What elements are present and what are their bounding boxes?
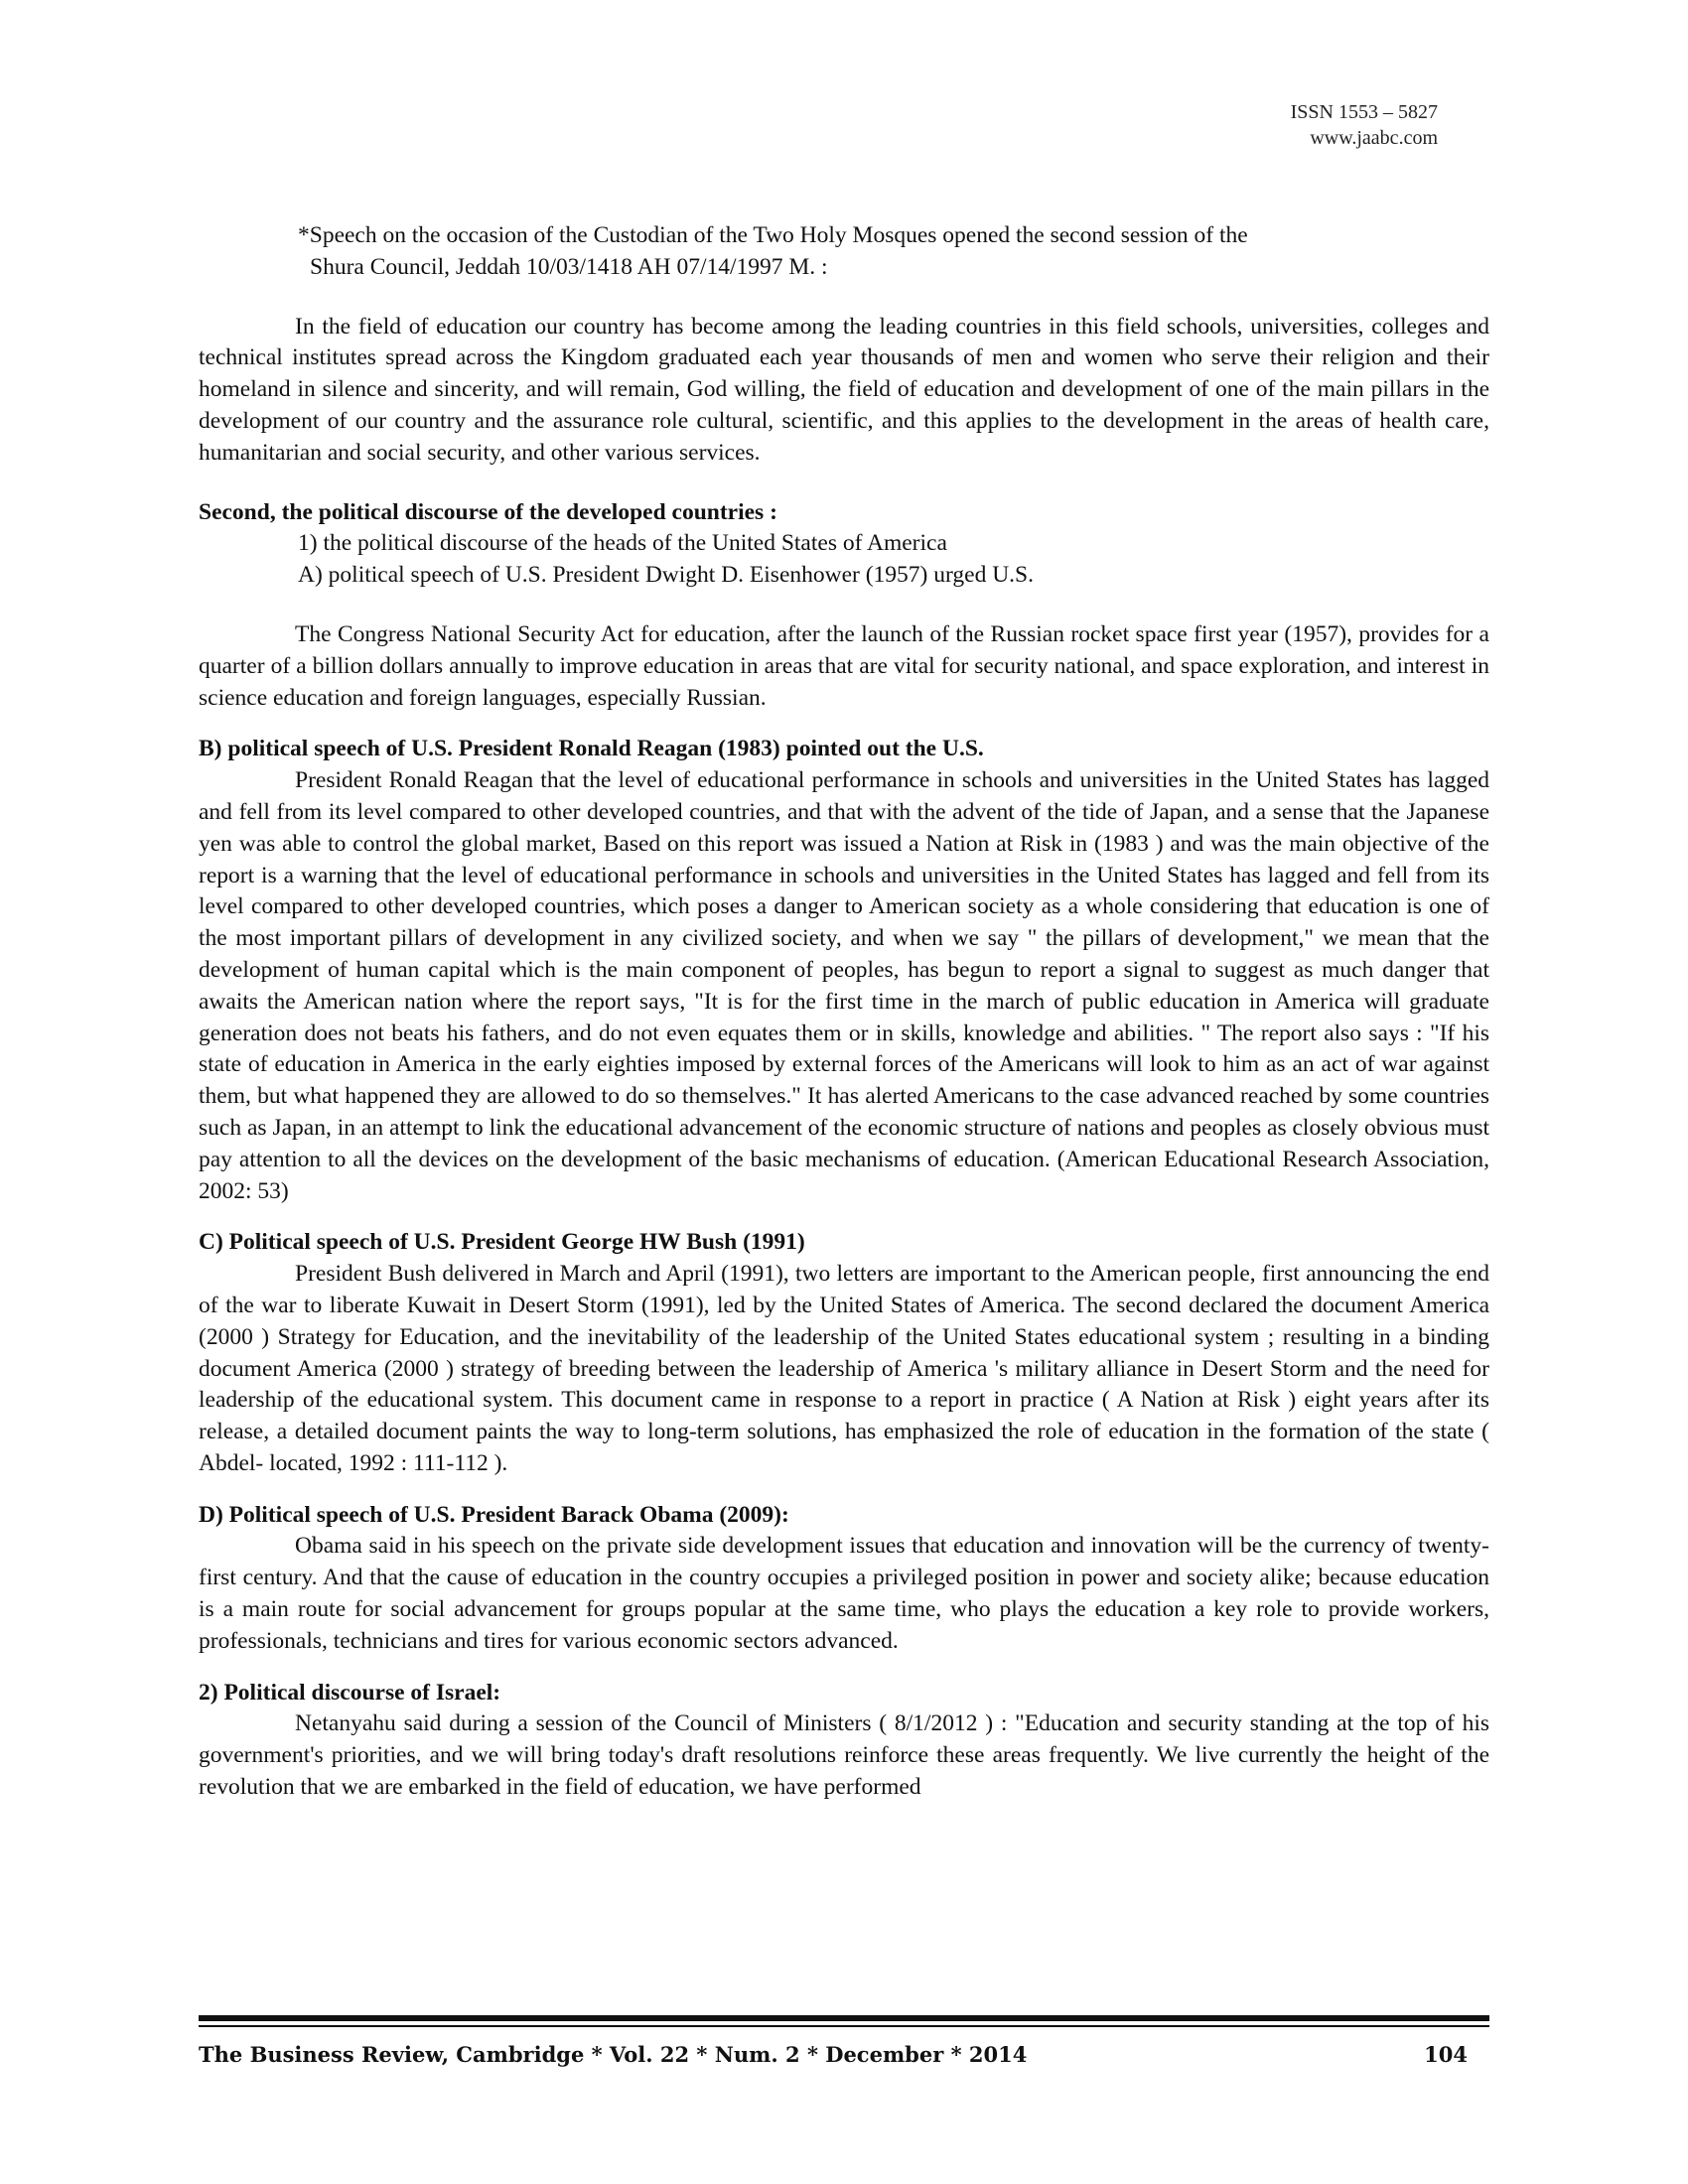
reagan-paragraph: President Ronald Reagan that the level of educational performance in schools and universities in the United States has lagged and fell from its level compared to other developed countries, and that with the advent of the tide of Japan, and a sense that the Japanese yen was able to control the global market, Based on this report was issued a Nation at Risk in (1983 ) and was the main objective of the report is a warning that the level of educational performance in schools and universities in the United States has lagged and fell from its level compared to other developed countries, which poses a danger to American society as a whole considering that education is one of the most important pillars of development in any civilized society, and when we say " the pillars of development," we mean that the development of human capital which is the main component of peoples, has begun to report a signal to suggest as much danger that awaits the American nation where the report says, "It is for the first time in the march of public education in America will graduate generation does not beats his fathers, and do not even equates them or in skills, knowledge and abilities. " The report also says : "If his state of education in America in the early eighties imposed by external forces of the Americans will look to him as an act of war against them, but what happened they are allowed to do so themselves." It has alerted Americans to the case advanced reached by some countries such as Japan, in an attempt to link the educational advancement of the economic structure of nations and peoples as closely obvious must pay attention to all the devices on the development of the basic mechanisms of education. (American Educational Research Association, 2002: 53) bbox=[199, 767, 1489, 1204]
speech-note-line1: *Speech on the occasion of the Custodian of the Two Holy Mosques opened the second session of the bbox=[298, 222, 1248, 248]
footer-divider-thick bbox=[199, 2015, 1489, 2021]
section-b-heading: B) political speech of U.S. President Ronald Reagan (1983) pointed out the U.S. bbox=[199, 736, 984, 762]
section-c-heading: C) Political speech of U.S. President George HW Bush (1991) bbox=[199, 1229, 805, 1256]
website-label: www.jaabc.com bbox=[1310, 127, 1438, 149]
body-text bbox=[199, 220, 1489, 1804]
section-israel-heading: 2) Political discourse of Israel: bbox=[199, 1679, 501, 1706]
section-d-heading: D) Political speech of U.S. President Barack Obama (2009): bbox=[199, 1501, 789, 1528]
footer-divider-thin bbox=[199, 2025, 1489, 2027]
bush-paragraph: President Bush delivered in March and April (1991), two letters are important to the American people, first announcing the end of the war to liberate Kuwait in Desert Storm (1991), led by the United States of America. The second declared the document America (2000 ) Strategy for Education, and the inevitability of the leadership of the United States educational system ; resulting in a binding document America (2000 ) strategy of breeding between the leadership of America 's military alliance in Desert Storm and the need for leadership of the educational system. This document came in response to a report in practice ( A Nation at Risk ) eight years after its release, a detailed document paints the way to long-term solutions, has emphasized the role of education in the formation of the state ( Abdel- located, 1992 : 111-112 ). bbox=[199, 1261, 1489, 1476]
journal-citation: The Business Review, Cambridge * Vol. 22 * Num. 2 * December * 2014 bbox=[199, 2042, 1028, 2067]
obama-paragraph: Obama said in his speech on the private side development issues that education and innovation will be the currency of twenty-first century. And that the cause of education in the country occupies a privileged position in power and society alike; because education is a main route for social advancement for groups popular at the same time, who plays the education a key role to provide workers, professionals, technicians and tires for various economic sectors advanced. bbox=[199, 1533, 1489, 1654]
section-second-item-a: A) political speech of U.S. President Dwight D. Eisenhower (1957) urged U.S. bbox=[298, 562, 1034, 589]
netanyahu-paragraph: Netanyahu said during a session of the Council of Ministers ( 8/1/2012 ) : "Education and security standing at the top of his government's priorities, and we will bring today's draft resolutions reinforce these areas frequently. We live currently the height of the revolution that we are embarked in the field of education, we have performed bbox=[199, 1710, 1489, 1801]
speech-note bbox=[199, 220, 1489, 284]
page-number: 104 bbox=[1424, 2042, 1468, 2067]
issn-label: ISSN 1553 – 5827 bbox=[1290, 101, 1438, 123]
speech-note-line2: Shura Council, Jeddah 10/03/1418 AH 07/14/1997 M. : bbox=[310, 253, 828, 280]
page-header bbox=[1291, 99, 1438, 151]
page-footer bbox=[199, 2041, 1489, 2069]
eisenhower-paragraph: The Congress National Security Act for education, after the launch of the Russian rocket space first year (1957), provides for a quarter of a billion dollars annually to improve education in areas that are vital for security national, and space exploration, and interest in science education and foreign languages, especially Russian. bbox=[199, 620, 1489, 711]
section-second-item1: 1) the political discourse of the heads of the United States of America bbox=[298, 530, 947, 557]
section-second-heading: Second, the political discourse of the developed countries : bbox=[199, 498, 777, 525]
education-paragraph: In the field of education our country has become among the leading countries in this field schools, universities, colleges and technical institutes spread across the Kingdom graduated each year thousands of men and women who serve their religion and their homeland in silence and sincerity, and will remain, God willing, the field of education and development of one of the main pillars in the development of our country and the assurance role cultural, scientific, and this applies to the development in the areas of health care, humanitarian and social security, and other various services. bbox=[199, 313, 1489, 466]
